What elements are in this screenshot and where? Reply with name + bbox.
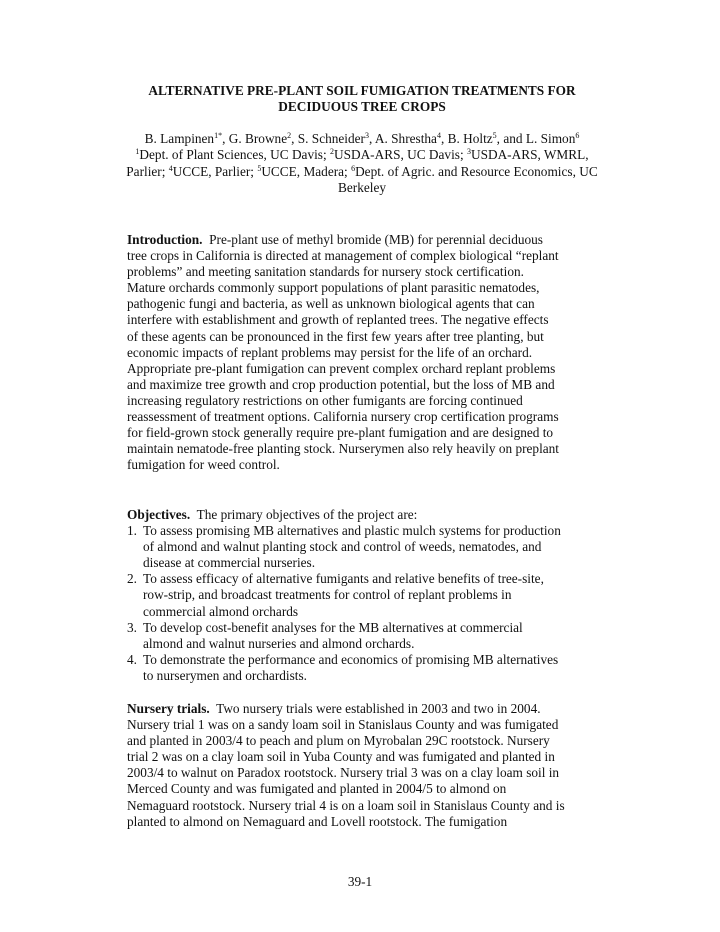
text-line: The primary objectives of the project are:: [196, 507, 418, 522]
text-line: fumigation for weed control.: [127, 457, 280, 473]
text-line: To develop cost-benefit analyses for the MB alternatives at commercial: [143, 619, 523, 635]
text-line: and planted in 2003/4 to peach and plum on Myrobalan 29C rootstock. Nursery: [127, 733, 550, 749]
text-line: reassessment of treatment options. California nursery crop certification programs: [127, 409, 559, 425]
text-line: Merced County and was fumigated and planted in 2004/5 to almond on: [127, 781, 507, 797]
text-line: problems” and meeting sanitation standards for nursery stock certification.: [127, 264, 524, 280]
section-heading: Introduction.: [127, 232, 203, 247]
section-heading: Objectives.: [127, 507, 191, 522]
text-line: maintain nematode-free planting stock. Nurserymen also rely heavily on preplant: [127, 441, 560, 457]
affiliation: USDA-ARS, WMRL, Parlier;: [126, 147, 589, 179]
text-line: To assess promising MB alternatives and plastic mulch systems for production: [143, 523, 561, 539]
section-heading: Nursery trials.: [127, 701, 210, 716]
list-number: 3.: [127, 619, 137, 635]
text-line: disease at commercial nurseries.: [143, 555, 316, 571]
text-line: of these agents can be pronounced in the first few years after tree planting, but: [127, 328, 544, 344]
text-line: Nursery trial 1 was on a sandy loam soil in Stanislaus County and was fumigated: [127, 717, 559, 733]
list-item: [127, 652, 597, 684]
text-line: tree crops in California is directed at management of complex biological “replant: [127, 248, 559, 264]
affiliation-list: $^1$Dept. of Plant Sciences, UC Davis; $^2$USDA-ARS, UC Davis; $^3$USDA-ARS, WMRL, Parlier; $^4$UCCE, Parlier; $^5$UCCE, Madera; $^6$Dept. of Agric. and Resource Economics, UC Berkeley: [126, 147, 598, 195]
text-line: 2003/4 to walnut on Paradox rootstock. Nursery trial 3 was on a clay loam soil in: [127, 765, 560, 781]
list-item: [127, 620, 597, 652]
title-line: ALTERNATIVE PRE-PLANT SOIL FUMIGATION TREATMENTS FOR: [148, 83, 576, 98]
author: A. Shrestha: [374, 131, 437, 146]
title-line: DECIDUOUS TREE CROPS: [278, 99, 446, 115]
affiliation: Dept. of Plant Sciences, UC Davis;: [139, 147, 330, 163]
affiliation: USDA-ARS, UC Davis;: [333, 147, 467, 163]
text-line: to nurserymen and orchardists.: [143, 667, 307, 683]
text-line: almond and walnut nurseries and almond orchards.: [143, 635, 415, 651]
text-line: To assess efficacy of alternative fumigants and relative benefits of tree-site,: [143, 571, 544, 587]
text-line: increasing regulatory restrictions on other fumigants are forcing continued: [127, 392, 523, 408]
objectives-section: [127, 507, 597, 684]
text-line: row-strip, and broadcast treatments for control of replant problems in: [143, 587, 512, 603]
list-number: 4.: [127, 651, 137, 667]
text-line: pathogenic fungi and bacteria, as well as unknown biological agents that can: [127, 296, 535, 312]
text-line: To demonstrate the performance and economics of promising MB alternatives: [143, 651, 559, 667]
author: S. Schneider: [297, 131, 365, 146]
page-number: 39-1: [347, 874, 373, 889]
paper-title: [127, 83, 597, 115]
objectives-list: [127, 523, 597, 684]
affiliation: UCCE, Madera;: [261, 163, 352, 179]
author-list: B. Lampinen$^{1*}$, G. Browne$^2$, S. Schneider$^3$, A. Shrestha$^4$, B. Holtz$^5$, and L. Simon$^6$: [144, 131, 580, 146]
author: B. Lampinen: [144, 131, 215, 146]
list-item: [127, 523, 597, 571]
text-line: Nemaguard rootstock. Nursery trial 4 is on a loam soil in Stanislaus County and is: [127, 797, 565, 813]
text-line: of almond and walnut planting stock and control of weeds, nematodes, and: [143, 539, 542, 555]
text-line: Two nursery trials were established in 2003 and two in 2004.: [216, 701, 541, 716]
text-line: interfere with establishment and growth of replanted trees. The negative effects: [127, 312, 549, 328]
list-number: 2.: [127, 571, 137, 587]
author: L. Simon: [525, 131, 576, 146]
author: G. Browne: [228, 131, 288, 146]
author: B. Holtz: [447, 131, 493, 146]
author-block: [123, 131, 601, 196]
text-line: Mature orchards commonly support populations of plant parasitic nematodes,: [127, 280, 540, 296]
list-item: [127, 571, 597, 619]
text-line: and maximize tree growth and crop production potential, but the loss of MB and: [127, 376, 555, 392]
text-line: for field-grown stock generally require pre-plant fumigation and are designed to: [127, 425, 554, 441]
nursery-trials-section: [127, 701, 597, 830]
text-line: planted to almond on Nemaguard and Lovell rootstock. The fumigation: [127, 813, 508, 829]
affiliation: Dept. of Agric. and Resource Economics, UC Berkeley: [338, 163, 598, 195]
text-line: trial 2 was on a clay loam soil in Yuba County and was fumigated and planted in: [127, 749, 555, 765]
introduction-section: [127, 232, 597, 473]
list-number: 1.: [127, 523, 137, 539]
text-line: economic impacts of replant problems may persist for the life of an orchard.: [127, 344, 533, 360]
text-line: commercial almond orchards: [143, 603, 299, 619]
text-line: Pre-plant use of methyl bromide (MB) for perennial deciduous: [209, 232, 543, 247]
text-line: Appropriate pre-plant fumigation can prevent complex orchard replant problems: [127, 360, 556, 376]
affiliation: UCCE, Parlier;: [172, 163, 258, 179]
